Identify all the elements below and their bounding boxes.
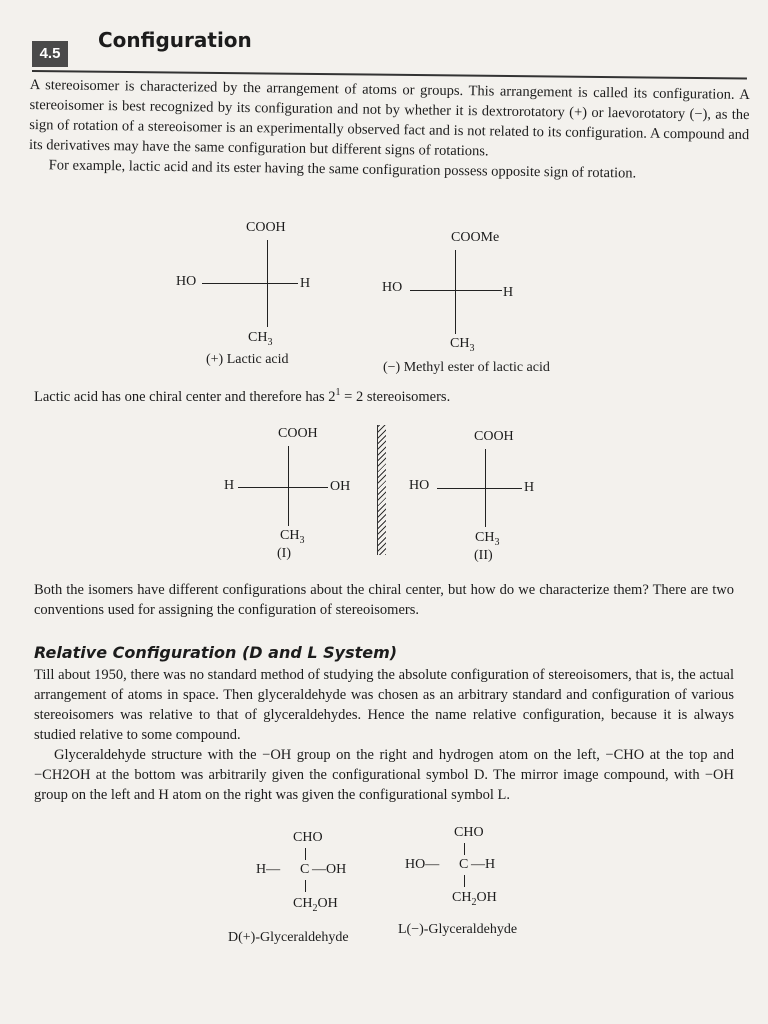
- relative-paragraph-1: Till about 1950, there was no standard method of studying the absolute configuration of stereoisomers, that is, the actual arrangement of atoms in space. Then glyceraldehyde was chosen as an arbitrary standard and configuration of various stereoisomers was relative to that of glyceraldehydes. Hence the name relative configuration, because it is always studied relative to some compound.: [34, 667, 734, 743]
- fig1-left-horizontal-bond: [202, 283, 298, 284]
- relative-text: [34, 665, 734, 805]
- fig3-l-lower-bond: [464, 875, 465, 887]
- fig3-l-center: C: [459, 857, 469, 872]
- fig2-right-vertical-bond: [485, 449, 486, 527]
- fig2-left-left: H: [224, 478, 235, 493]
- fig1-right-bottom: $CH_3$: [450, 336, 475, 354]
- chiral-line-text: Lactic acid has one chiral center and therefore has 2: [34, 388, 336, 405]
- fig2-left-vertical-bond: [288, 446, 289, 526]
- fig2-left-label: (I): [277, 546, 291, 561]
- fig1-right-right: H: [503, 285, 514, 300]
- chiral-center-line: [34, 387, 450, 406]
- fig3-l-right: —H: [471, 857, 496, 872]
- fig3-d-right: —OH: [312, 862, 347, 877]
- fig1-left-caption: (+) Lactic acid: [206, 352, 289, 367]
- fig3-l-name: L(−)-Glyceraldehyde: [398, 922, 518, 937]
- fig3-d-left: H—: [256, 862, 281, 877]
- fig3-d-top: CHO: [293, 830, 323, 845]
- fig3-d-center: C: [300, 862, 310, 877]
- conventions-paragraph: Both the isomers have different configurations about the chiral center, but how do we characterize them? There are two conventions used for assigning the configuration of stereoisomers.: [34, 582, 734, 618]
- fig2-right-right: H: [524, 480, 535, 495]
- intro-paragraph-2: For example, lactic acid and its ester having the same configuration possess opposite sign of rotation.: [48, 157, 637, 182]
- fig2-left-top: COOH: [278, 426, 318, 441]
- fig1-right-left: HO: [382, 280, 403, 295]
- mirror-plane: [377, 425, 386, 555]
- section-number-badge: 4.5: [32, 41, 68, 67]
- relative-paragraph-2: Glyceraldehyde structure with the −OH group on the right and hydrogen atom on the left, −CHO at the top and −CH2OH at the bottom was arbitrarily given the configurational symbol D. The mirror image compound, with −OH group on the left and H atom on the right was given the configurational symbol L.: [34, 747, 734, 803]
- fig3-d-name: D(+)-Glyceraldehyde: [228, 930, 349, 945]
- fig2-right-horizontal-bond: [437, 488, 522, 489]
- fig1-left-right: H: [300, 276, 311, 291]
- fig2-right-top: COOH: [474, 429, 514, 444]
- fig2-right-bottom: $CH_3$: [475, 530, 500, 548]
- fig2-left-bottom: $CH_3$: [280, 528, 305, 546]
- intro-text: [29, 75, 750, 185]
- fig1-right-top: COOMe: [451, 230, 500, 245]
- fig1-right-caption: (−) Methyl ester of lactic acid: [383, 360, 550, 375]
- fig2-left-horizontal-bond: [238, 487, 328, 488]
- intro-paragraph-1: A stereoisomer is characterized by the arrangement of atoms or groups. This arrangement is called its configuration. A stereoisomer is best recognized by its configuration and not by whether it is dextrorotatory (+) or laevorotatory (−), as the sign of rotation of a stereoisomer is an experimentally observed fact and is not related to its configuration. A compound and its derivatives may have the same configuration but different signs of rotations.: [28, 76, 750, 160]
- fig1-left-vertical-bond: [267, 240, 268, 327]
- fig1-left-bottom: $CH_3$: [248, 330, 273, 348]
- fig3-d-bottom: $CH_2OH$: [293, 896, 338, 914]
- fig1-right-horizontal-bond: [410, 290, 502, 291]
- fig2-right-left: HO: [409, 478, 430, 493]
- relative-configuration-heading: Relative Configuration (D and L System): [34, 643, 398, 662]
- fig1-left-left: HO: [176, 274, 197, 289]
- fig3-l-top: CHO: [454, 825, 484, 840]
- fig2-left-right: OH: [330, 479, 351, 494]
- fig3-d-lower-bond: [305, 880, 306, 892]
- fig1-left-top: COOH: [246, 220, 286, 235]
- section-title: Configuration: [98, 28, 252, 52]
- fig3-d-upper-bond: [305, 848, 306, 860]
- fig3-l-upper-bond: [464, 843, 465, 855]
- chiral-line-exponent: 1: [335, 387, 341, 398]
- fig2-right-label: (II): [474, 548, 493, 563]
- fig1-right-vertical-bond: [455, 250, 456, 334]
- fig3-l-bottom: $CH_2OH$: [452, 890, 497, 908]
- chiral-line-tail: = 2 stereoisomers.: [340, 388, 451, 405]
- fig3-l-left: HO—: [405, 857, 440, 872]
